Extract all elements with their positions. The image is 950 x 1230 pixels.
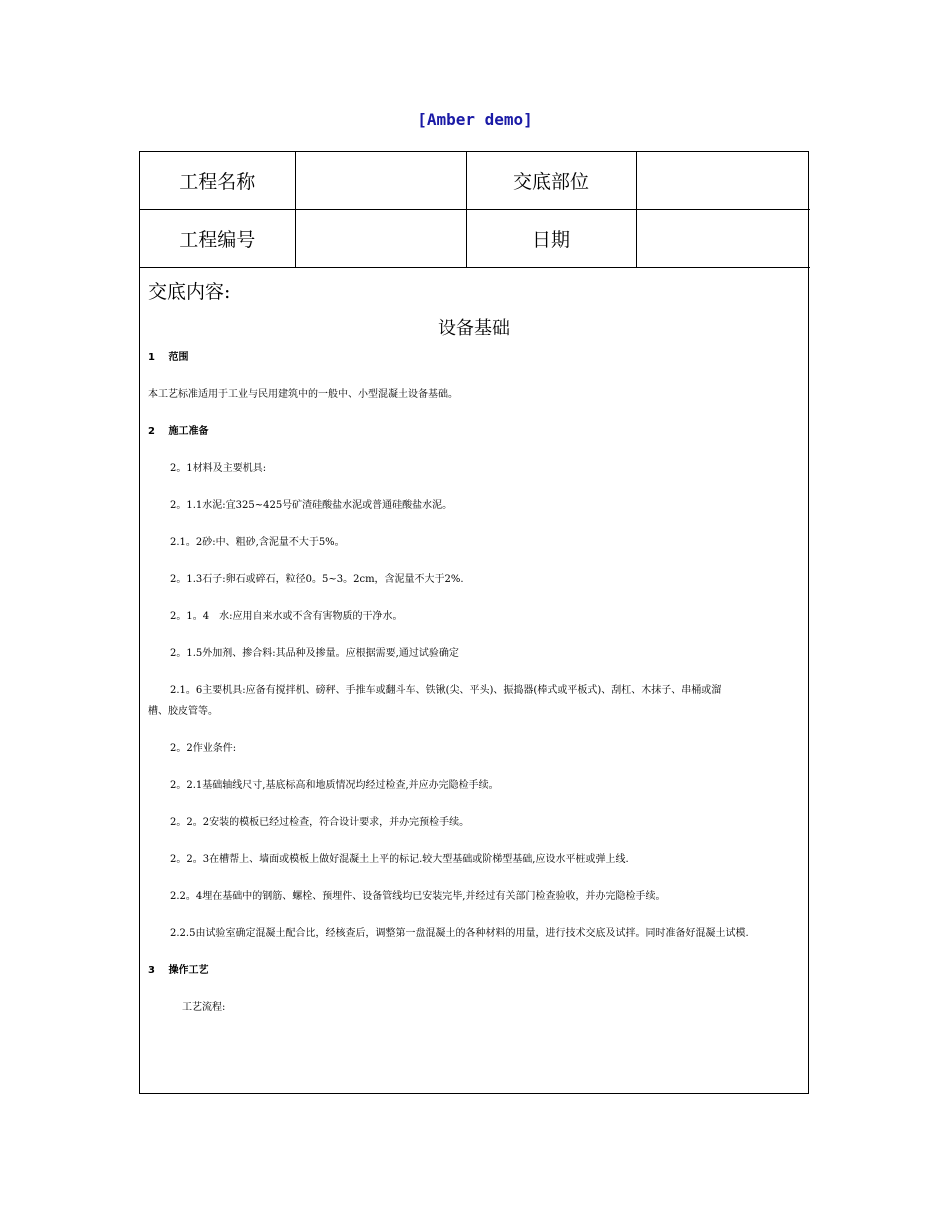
para-2-2: 2。2作业条件:	[170, 743, 237, 754]
para-2-1-5: 2。1.5外加剂、掺合料:其品种及掺量。应根据需要,通过试验确定	[170, 648, 459, 659]
document-title: 设备基础	[438, 318, 510, 339]
para-2-2-5: 2.2.5由试验室确定混凝土配合比，经核查后，调整第一盘混凝土的各种材料的用量，进行技术交底及试拌。同时准备好混凝土试模.	[170, 928, 749, 939]
para-2-1-3: 2。1.3石子:卵石或碎石，粒径0。5~3。2cm，含泥量不大于2%.	[170, 574, 464, 585]
header-table	[140, 152, 810, 268]
handover-sheet	[139, 151, 809, 1094]
handover-part-label: 交底部位	[466, 152, 636, 210]
date-value[interactable]	[636, 210, 810, 268]
project-no-label: 工程编号	[140, 210, 295, 268]
para-2-2-4: 2.2。4埋在基础中的钢筋、螺栓、预埋件、设备管线均已安装完毕,并经过有关部门检查验收，并办完隐检手续。	[170, 891, 666, 902]
section-1-heading: 1 范围	[148, 352, 189, 363]
para-2-1-4: 2。1。4 水:应用自来水或不含有害物质的干净水。	[170, 611, 403, 622]
process-flow-label: 工艺流程:	[182, 1002, 226, 1013]
para-2-1: 2。1材料及主要机具:	[170, 463, 267, 474]
handover-content	[140, 277, 808, 1018]
section-1-text: 本工艺标准适用于工业与民用建筑中的一般中、小型混凝土设备基础。	[148, 389, 458, 400]
para-2-1-6-cont: 槽、胶皮管等。	[148, 706, 218, 717]
section-3-heading: 3 操作工艺	[148, 965, 209, 976]
section-2-heading: 2 施工准备	[148, 426, 209, 437]
para-2-2-2: 2。2。2安装的模板已经过检查，符合设计要求，并办完预检手续。	[170, 817, 470, 828]
para-2-1-6: 2.1。6主要机具:应备有搅拌机、磅秤、手推车或翻斗车、铁锹(尖、平头)、振捣器(棒式或平板式)、刮杠、木抹子、串桶或溜	[170, 685, 722, 696]
watermark: [Amber demo]	[417, 110, 533, 129]
project-name-value[interactable]	[295, 152, 466, 210]
para-2-2-1: 2。2.1基础轴线尺寸,基底标高和地质情况均经过检查,并应办完隐检手续。	[170, 780, 499, 791]
para-2-1-2: 2.1。2砂:中、粗砂,含泥量不大于5%。	[170, 537, 345, 548]
project-name-label: 工程名称	[140, 152, 295, 210]
project-no-value[interactable]	[295, 210, 466, 268]
para-2-2-3: 2。2。3在槽帮上、墙面或模板上做好混凝土上平的标记.较大型基础或阶梯型基础,应设水平桩或弹上线.	[170, 854, 629, 865]
handover-part-value[interactable]	[636, 152, 810, 210]
content-label: 交底内容:	[148, 281, 231, 303]
date-label: 日期	[466, 210, 636, 268]
para-2-1-1: 2。1.1水泥:宜325~425号矿渣硅酸盐水泥或普通硅酸盐水泥。	[170, 500, 453, 511]
